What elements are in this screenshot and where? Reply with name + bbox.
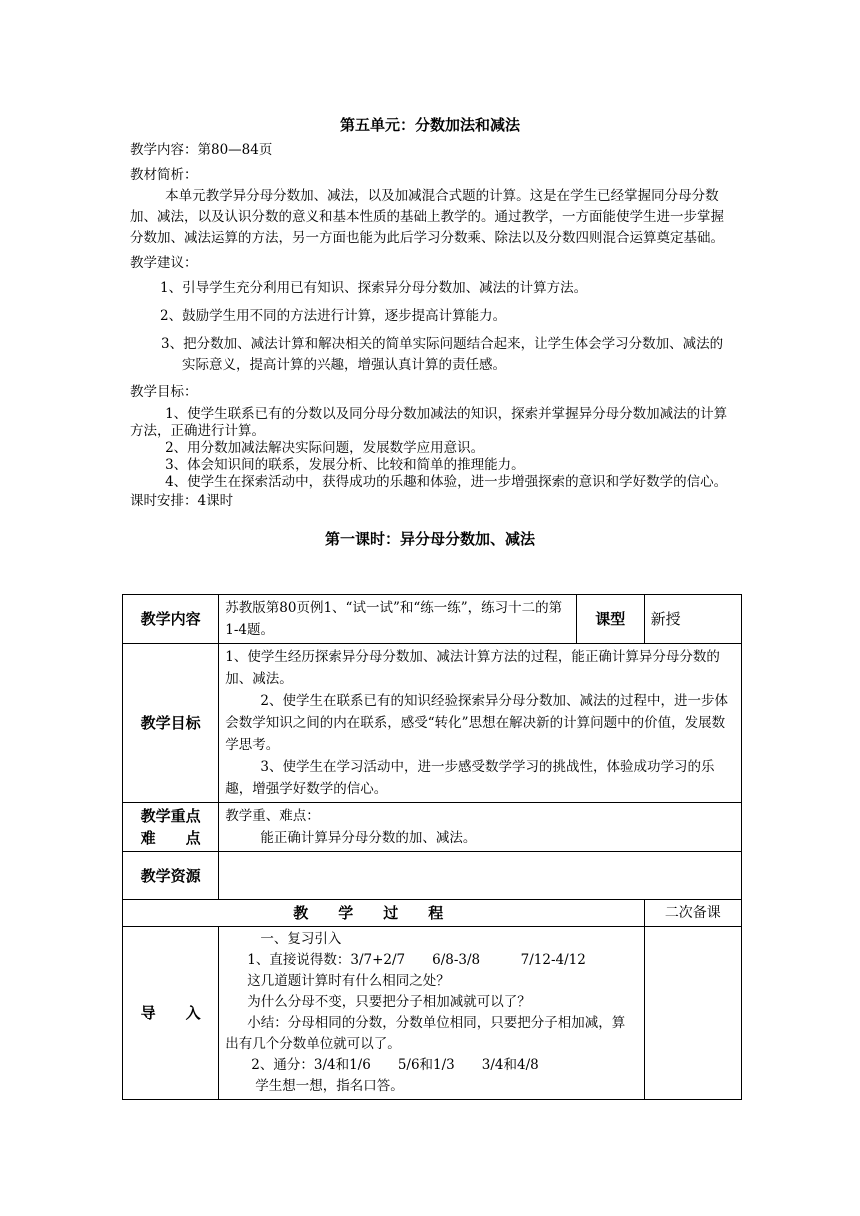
goal-list (130, 406, 730, 491)
goal-cell-label: 教学目标 (123, 644, 219, 803)
goal-text: 2、使学生在联系已有的知识经验探索异分母分数加、减法的过程中，进一步体会数学知识之间的内在联系，感受“转化”思想在解决新的计算问题中的价值，发展数学思考。 (225, 693, 728, 753)
intro-line: 小结：分母相同的分数，分数单位相同，只要把分子相加减，算出有几个分数单位就可以了。 (225, 1015, 626, 1052)
intro-line: 1、直接说得数：3/7+2/7 6/8-3/8 7/12-4/12 (247, 952, 586, 968)
lesson-title: 第一课时：异分母分数加、减法 (324, 530, 535, 548)
process-header: 教学过程 (123, 900, 645, 927)
key-cell-label (123, 803, 219, 852)
row-resources (123, 852, 742, 900)
schedule-line: 课时安排：4课时 (130, 493, 234, 509)
key-label-bottom: 难 点 (140, 829, 201, 847)
type-value: 新授 (644, 595, 741, 644)
content-value: 苏教版第80页例1、“试一试”和“练一练”，练习十二的第1-4题。 (219, 595, 577, 644)
key-heading: 教学重、难点： (225, 808, 320, 824)
intro-label: 导 入 (123, 927, 219, 1100)
suggestion-item: 2、鼓励学生用不同的方法进行计算，逐步提高计算能力。 (160, 308, 507, 324)
unit-title: 第五单元：分数加法和减法 (339, 116, 520, 134)
goal-item: 4、使学生在探索活动中，获得成功的乐趣和体验，进一步增强探索的意识和学好数学的信心。 (165, 474, 728, 490)
goal-item: 3、体会知识间的联系，发展分析、比较和简单的推理能力。 (165, 457, 525, 473)
textbook-label: 教材简析： (130, 167, 198, 183)
type-label: 课型 (576, 595, 644, 644)
unit-intro (130, 140, 730, 512)
content-line: 教学内容：第80—84页 (130, 142, 273, 158)
goal-item: 1、使学生联系已有的分数以及同分母分数加减法的知识，探索并掌握异分母分数加减法的计算方法，正确进行计算。 (130, 406, 728, 439)
textbook-text: 本单元教学异分母分数加、减法，以及加减混合式题的计算。这是在学生已经掌握同分母分数加、减法，以及认识分数的意义和基本性质的基础上教学的。通过教学，一方面能使学生进一步掌握分数加、减法运算的方法，另一方面也能为此后学习分数乘、除法以及分数四则混合运算奠定基础。 (130, 188, 724, 246)
suggestion-item: 1、引导学生充分利用已有知识、探索异分母分数加、减法的计算方法。 (160, 280, 588, 296)
goal-text: 3、使学生在学习活动中，进一步感受数学学习的挑战性，体验成功学习的乐趣，增强学好数学的信心。 (225, 759, 715, 797)
goal-cell (219, 644, 742, 803)
intro-line: 一、复习引入 (260, 931, 342, 947)
goal-text: 1、使学生经历探索异分母分数加、减法计算方法的过程，能正确计算异分母分数的加、减法。 (225, 649, 720, 687)
key-cell (219, 803, 742, 852)
content-label: 教学内容 (123, 595, 219, 644)
key-value: 能正确计算异分母分数的加、减法。 (260, 830, 477, 846)
intro-line: 学生想一想，指名口答。 (255, 1078, 404, 1094)
suggestion-list (130, 278, 730, 376)
intro-cell (219, 927, 644, 1100)
second-prep-header: 二次备课 (644, 900, 741, 927)
second-prep-cell (644, 927, 741, 1100)
goal-label: 教学目标： (130, 384, 198, 400)
row-intro (123, 927, 742, 1100)
goal-item: 2、用分数加减法解决实际问题，发展数学应用意识。 (165, 440, 485, 456)
lesson-plan-table (122, 594, 742, 1100)
suggestion-label: 教学建议： (130, 255, 198, 271)
row-process-header (123, 900, 742, 927)
resource-label: 教学资源 (123, 852, 219, 900)
intro-line: 这几道题计算时有什么相同之处？ (247, 973, 450, 989)
row-goals (123, 644, 742, 803)
resource-value (219, 852, 742, 900)
row-content (123, 595, 742, 644)
suggestion-item: 3、把分数加、减法计算和解决相关的简单实际问题结合起来，让学生体会学习分数加、减法的实际意义，提高计算的兴趣，增强认真计算的责任感。 (161, 336, 724, 373)
row-key-points (123, 803, 742, 852)
intro-line: 为什么分母不变，只要把分子相加减就可以了？ (247, 994, 531, 1010)
intro-line: 2、通分：3/4和1/6 5/6和1/3 3/4和4/8 (251, 1057, 539, 1073)
key-label-top: 教学重点 (140, 807, 201, 825)
